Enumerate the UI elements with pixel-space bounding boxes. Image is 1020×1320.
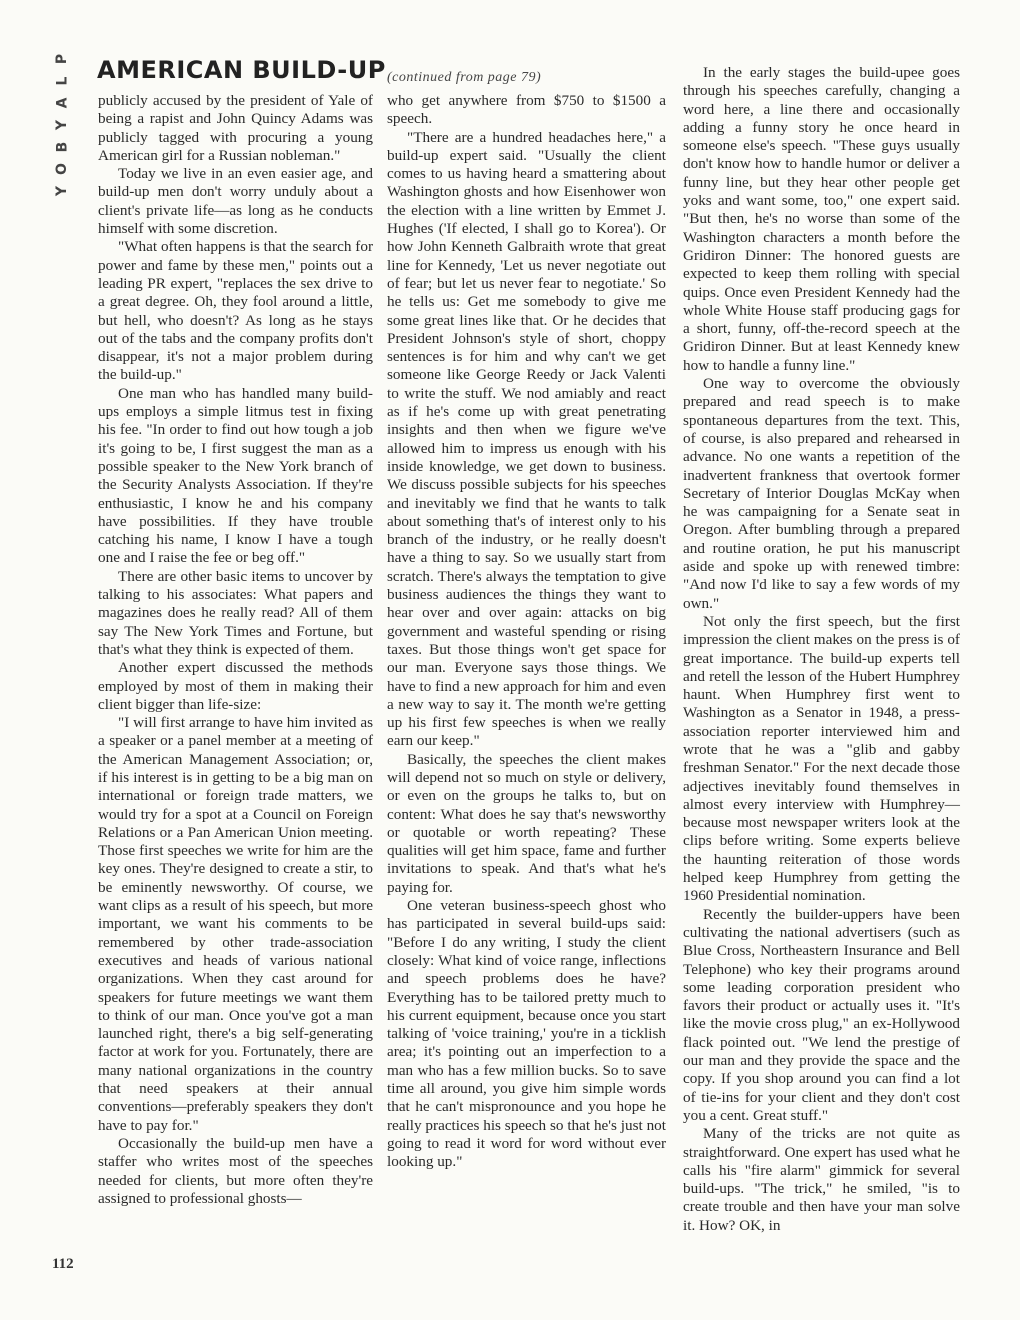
paragraph: who get anywhere from $750 to $1500 a speech. <box>387 92 666 128</box>
paragraph: "I will first arrange to have him invited as a speaker or a panel member at a meeting of the American Management Association; or, if his interest is in getting to be a big man on international or foreign trade matters, we would try for a spot at a Council on Foreign Relations or a Pan American Union meeting. Those first speeches we write for him are the key ones. They're designed to create a stir, to be eminently newsworthy. Of course, we want clips as a result of his speech, but more important, we want his comments to be remembered by other trade-association executives and heads of various national organizations. When they cast around for speakers for future meetings we want them to think of our man. Once you've got a man launched right, there's a big self-generating factor at work for you. Fortunately, there are many national organizations in the country that need speakers at their annual conventions—preferably speakers they don't have to pay for." <box>98 714 373 1134</box>
paragraph: There are other basic items to uncover by talking to his associates: What papers and magazines does he really read? All of them say The New York Times and Fortune, but that's what they think is expected of them. <box>98 567 373 658</box>
paragraph: Many of the tricks are not quite as straightforward. One expert has used what he calls his "fire alarm" gimmick for several build-ups. "The trick," he smiled, "is to create trouble and then have your man solve it. How? OK, in <box>683 1125 960 1234</box>
brand-letter: A <box>54 97 70 109</box>
brand-letter: Y <box>53 185 70 197</box>
article-title: AMERICAN BUILD-UP <box>97 56 386 84</box>
paragraph: In the early stages the build-upee goes through his speeches carefully, changing a word here, a line there and occasionally adding a funny story he once heard in someone else's speech. "These guys usually don't know how to handle humor or deliver a funny line, but they hear other people get yoks and want some, too," one expert said. "But then, he's no worse than some of the Washington characters a month before the Gridiron Dinner: The honored guests are expected to keep them rolling with special quips. Once even President Kennedy had the whole White House staff producing gags for a short, funny, off-the-record speech at the Gridiron Dinner. But at least Kennedy knew how to handle a funny line." <box>683 64 960 374</box>
article-column-1 <box>98 92 373 1208</box>
paragraph: One man who has handled many build-ups employs a simple litmus test in fixing his fee. "In order to find out how tough a job it's going to be, I first suggest the man as a possible speaker to the New York branch of the Security Analysts Association. If they're enthusiastic, I know he and his company have possibilities. If they have trouble catching his name, I know I have a tough one and I raise the fee or beg off." <box>98 384 373 567</box>
paragraph: Recently the builder-uppers have been cultivating the national advertisers (such as Blue Cross, Northeastern Insurance and Bell Telephone) who key their programs around some leading corporation president who favors their product or actually uses it. "It's like the movie cross plug," an ex-Hollywood flack pointed out. "We lend the prestige of our man and they provide the space and the copy. If you shop around you can find a lot of tie-ins for your client and they don't cost you a cent. Great stuff." <box>683 905 960 1124</box>
paragraph: Not only the first speech, but the first impression the client makes on the press is of great importance. The build-up experts tell and retell the lesson of the Hubert Humphrey haunt. When Humphrey first went to Washington as a Senator in 1948, a press-association reporter interviewed him and wrote that he was a "glib and gabby freshman Senator." For the next decade those adjectives inevitably found themselves in almost every interview with Humphrey—because most newspaper writers look at the clips before writing. Some experts believe the haunting reiteration of those words helped keep Humphrey from getting the 1960 Presidential nomination. <box>683 612 960 905</box>
brand-letter: O <box>54 163 70 175</box>
article-column-2 <box>387 92 666 1172</box>
page-number: 112 <box>52 1256 74 1272</box>
paragraph: Another expert discussed the methods employed by most of them in making their client bigger than life-size: <box>98 659 373 713</box>
brand-letter: B <box>53 141 70 153</box>
article-column-3 <box>683 64 960 1235</box>
brand-letter: P <box>53 53 70 65</box>
paragraph: Occasionally the build-up men have a staffer who writes most of the speeches needed for clients, but more often they're assigned to professional ghosts— <box>98 1134 373 1207</box>
paragraph: Basically, the speeches the client makes will depend not so much on style or delivery, or even on the groups he talks to, but on content: What does he say that's newsworthy or quotable or worth repeating? These qualities will get him space, fame and further invitations to speak. And that's what he's paying for. <box>387 750 666 896</box>
paragraph: One veteran business-speech ghost who has participated in several build-ups said: "Before I do any writing, I study the client closely: What kind of voice range, inflections and speech problems does he have? Everything has to be tailored pretty much to his current equipment, because once you start talking of 'voice training,' you're in a ticklish area; it's pointing out an imperfection to a man who has a few million bucks. So to save time all around, you give him simple words that he can't mispronounce and you hope he really practices his speech so that he's just not going to read it word for word without ever looking up." <box>387 897 666 1171</box>
magazine-side-brand <box>50 48 74 202</box>
brand-letter: Y <box>53 119 70 131</box>
brand-letter: L <box>53 76 70 86</box>
continued-note: (continued from page 79) <box>387 70 542 85</box>
paragraph: One way to overcome the obviously prepared and read speech is to make spontaneous departures from the text. This, of course, is also prepared and rehearsed in advance. No one wants a repetition of the inadvertent frankness that overtook former Secretary of Interior Douglas McKay when he was campaigning for a Senate seat in Oregon. After bumbling through a prepared and routine oration, he put his manuscript aside and spoke up with renewed timbre: "And now I'd like to say a few words of my own." <box>683 375 960 612</box>
paragraph: "There are a hundred headaches here," a build-up expert said. "Usually the client comes to us having heard a smattering about Washington ghosts and how Eisenhower won the election with a line written by Emmet J. Hughes ('If elected, I shall go to Korea'). Or how John Kenneth Galbraith wrote that great line for Kennedy, 'Let us never negotiate out of fear; but let us never fear to negotiate.' So he tells us: Get me somebody to give me some great lines like that. Or he decides that President Johnson's style of short, choppy sentences is for him and why can't we get someone like George Reedy or Jack Valenti to write the stuff. We nod amiably and react as if he's come up with great penetrating insights and then when we figure we've allowed him to impress us enough with his inside knowledge, we get down to business. We discuss possible subjects for his speeches and inevitably we find that he wants to talk about something that's of interest only to his branch of the industry, or he really doesn't have a thing to say. So we usually start from scratch. There's always the temptation to give business audiences the things they want to hear over and over again: attacks on big government and wasteful spending or rising taxes. But those things won't get space for our man. Everyone says those things. We have to find a new approach for him and even a new way to say it. The month we're getting up his first few speeches is when we really earn our keep." <box>387 128 666 750</box>
paragraph: publicly accused by the president of Yale of being a rapist and John Quincy Adams was publicly tagged with procuring a young American girl for a Russian nobleman." <box>98 92 373 164</box>
paragraph: Today we live in an even easier age, and build-up men don't worry unduly about a client's private life—as long as he conducts himself with some discretion. <box>98 165 373 238</box>
paragraph: "What often happens is that the search for power and fame by these men," points out a leading PR expert, "replaces the sex drive to a great degree. Oh, they fool around a little, but hell, who doesn't? As long as he stays out of the tabs and the company profits don't disappear, it's not a major problem during the build-up." <box>98 238 373 384</box>
